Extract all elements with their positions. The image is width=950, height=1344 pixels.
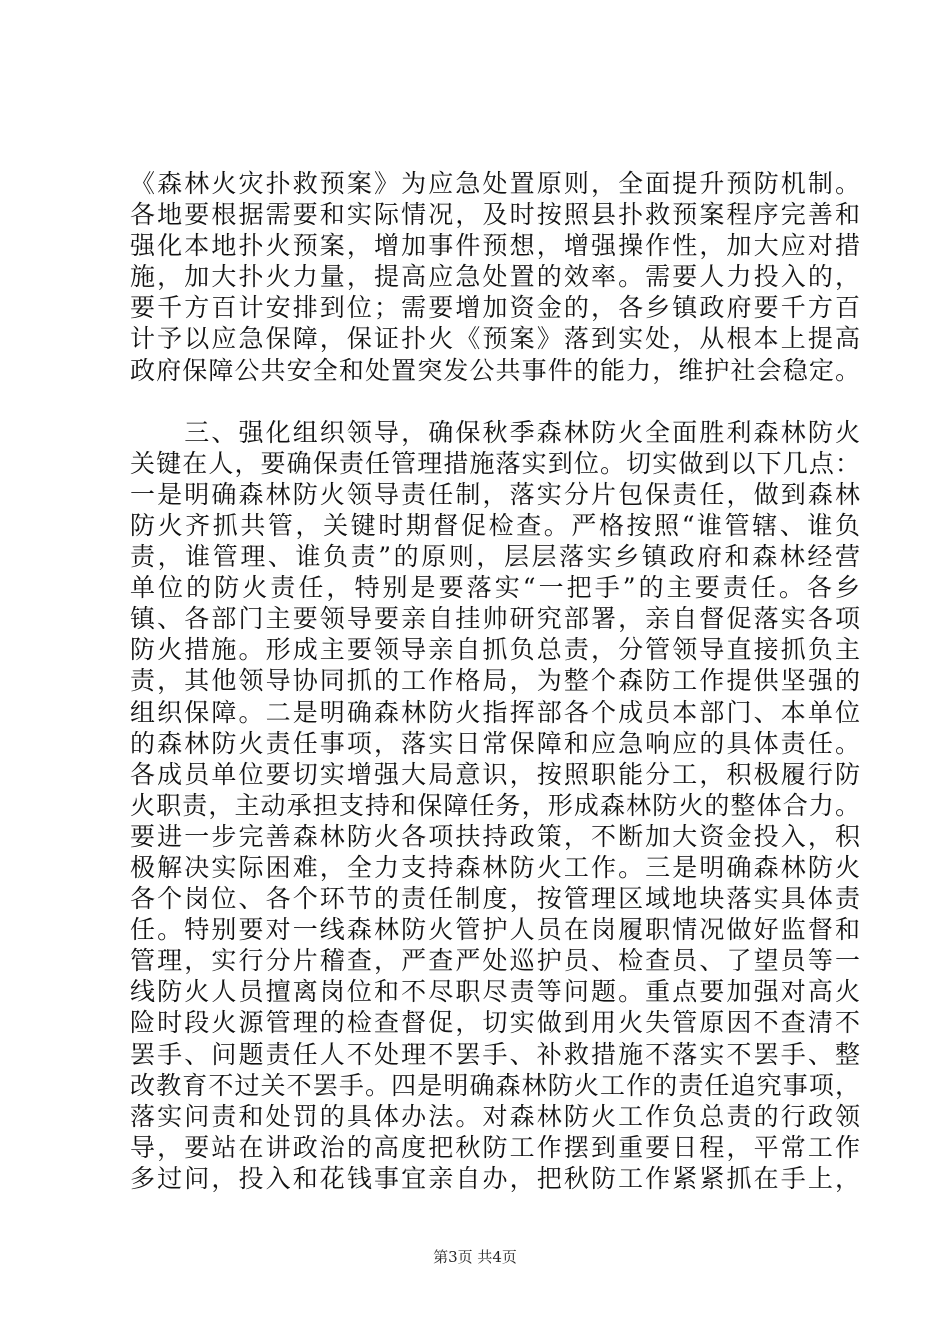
text-line: 罢手、问题责任人不处理不罢手、补救措施不落实不罢手、整 (130, 1039, 860, 1069)
text-line: 险时段火源管理的检查督促，切实做到用火失管原因不查清不 (130, 1008, 860, 1038)
text-line: 多过问，投入和花钱事宜亲自办，把秋防工作紧紧抓在手上， (130, 1163, 860, 1193)
text-line: 责，其他领导协同抓的工作格局，为整个森防工作提供坚强的 (130, 666, 860, 696)
text-line: 防火齐抓共管，关键时期督促检查。严格按照“谁管辖、谁负 (130, 510, 860, 540)
paragraph-2 (130, 417, 860, 1194)
text-line: 一是明确森林防火领导责任制，落实分片包保责任，做到森林 (130, 479, 860, 509)
text-line: 防火措施。形成主要领导亲自抓负总责，分管领导直接抓负主 (130, 635, 860, 665)
text-line: 三、强化组织领导，确保秋季森林防火全面胜利森林防火 (130, 417, 860, 447)
text-line: 火职责，主动承担支持和保障任务，形成森林防火的整体合力。 (130, 790, 860, 820)
text-line: 《森林火灾扑救预案》为应急处置原则，全面提升预防机制。 (130, 169, 860, 198)
document-body (130, 168, 860, 1194)
text-line: 的森林防火责任事项，落实日常保障和应急响应的具体责任。 (130, 728, 860, 758)
text-line: 组织保障。二是明确森林防火指挥部各个成员本部门、本单位 (130, 697, 860, 727)
text-line: 责，谁管理、谁负责”的原则，层层落实乡镇政府和森林经营 (130, 542, 860, 572)
text-line: 极解决实际困难，全力支持森林防火工作。三是明确森林防火 (130, 852, 860, 882)
text-line: 各成员单位要切实增强大局意识，按照职能分工，积极履行防 (130, 759, 860, 789)
text-line: 单位的防火责任，特别是要落实“一把手”的主要责任。各乡 (130, 573, 860, 603)
text-line: 管理，实行分片稽查，严查严处巡护员、检查员、了望员等一 (130, 946, 860, 976)
text-line: 改教育不过关不罢手。四是明确森林防火工作的责任追究事项， (130, 1070, 860, 1100)
page-footer: 第3页 共4页 (433, 1248, 517, 1266)
text-line: 关键在人，要确保责任管理措施落实到位。切实做到以下几点： (130, 448, 860, 478)
text-line: 各地要根据需要和实际情况，及时按照县扑救预案程序完善和 (130, 200, 860, 230)
text-line: 政府保障公共安全和处置突发公共事件的能力，维护社会稳定。 (130, 355, 860, 385)
text-line: 线防火人员擅离岗位和不尽职尽责等问题。重点要加强对高火 (130, 977, 860, 1007)
text-line: 强化本地扑火预案，增加事件预想，增强操作性，加大应对措 (130, 231, 860, 261)
text-line: 导，要站在讲政治的高度把秋防工作摆到重要日程，平常工作 (130, 1132, 860, 1162)
text-line: 落实问责和处罚的具体办法。对森林防火工作负总责的行政领 (130, 1101, 860, 1131)
text-line: 各个岗位、各个环节的责任制度，按管理区域地块落实具体责 (130, 884, 860, 914)
text-line: 要进一步完善森林防火各项扶持政策，不断加大资金投入，积 (130, 821, 860, 851)
paragraph-1 (130, 168, 860, 386)
text-line: 镇、各部门主要领导要亲自挂帅研究部署，亲自督促落实各项 (130, 604, 860, 634)
text-line: 任。特别要对一线森林防火管护人员在岗履职情况做好监督和 (130, 915, 860, 945)
text-line: 要千方百计安排到位；需要增加资金的，各乡镇政府要千方百 (130, 293, 860, 323)
text-line: 计予以应急保障，保证扑火《预案》落到实处，从根本上提高 (130, 324, 860, 354)
text-line: 施，加大扑火力量，提高应急处置的效率。需要人力投入的， (130, 262, 860, 292)
